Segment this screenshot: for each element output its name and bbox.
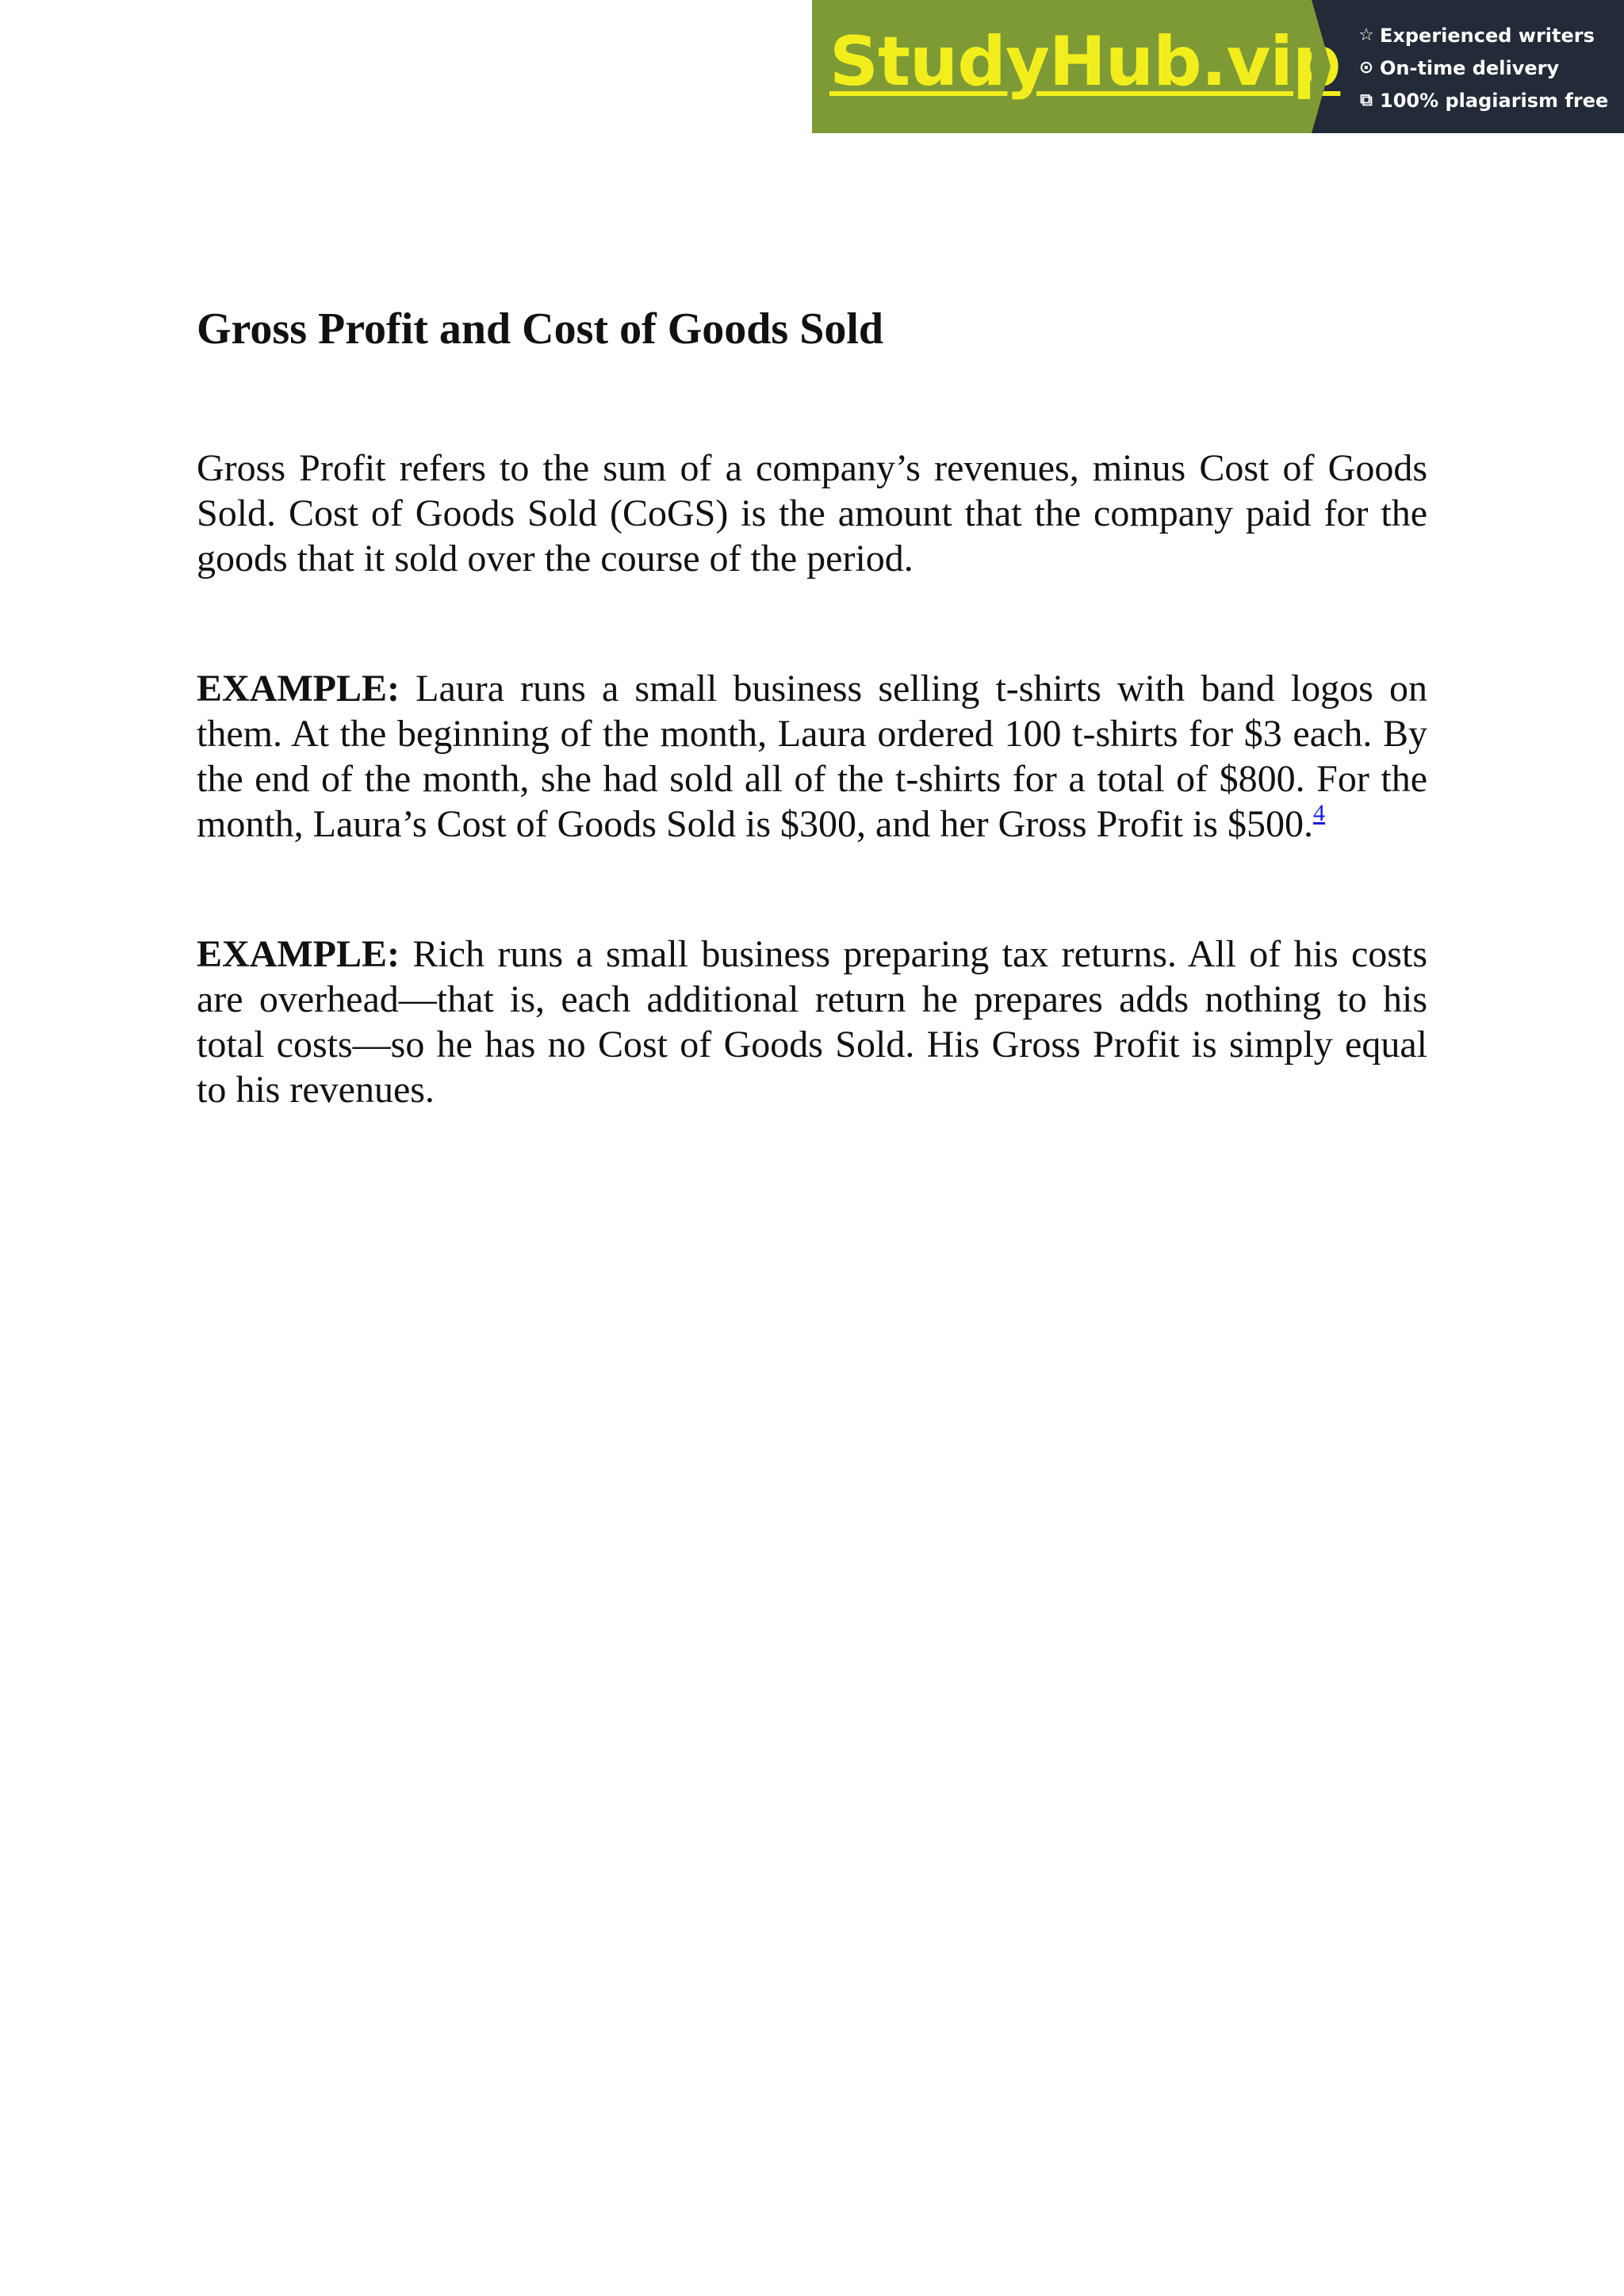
studyhub-banner[interactable]: [812, 0, 1624, 133]
copy-icon: ⧉: [1360, 90, 1373, 110]
banner-arrow-shape: [1312, 0, 1331, 133]
paragraph-example-laura: [197, 666, 1427, 847]
example-laura-text: Laura runs a small business selling t-shirts with band logos on them. At the beginning of the month, Laura ordered 100 t-shirts for $3 each. By the end of the month, she had sold all of the t-shirts for a total of $800. For the month, Laura’s Cost of Goods Sold is $300, and her Gross Profit is $500.: [197, 668, 1427, 845]
footnote-link[interactable]: 4: [1312, 800, 1325, 826]
example-label: EXAMPLE:: [197, 933, 400, 975]
clock-icon: ⊙: [1358, 58, 1374, 78]
paragraph-definition: Gross Profit refers to the sum of a company’s revenues, minus Cost of Goods Sold. Cost of Goods Sold (CoGS) is the amount that the company paid for the goods that it sold over the course of the period.: [197, 447, 1427, 580]
feature-experienced-writers: [1358, 19, 1624, 52]
section-heading: Gross Profit and Cost of Goods Sold: [197, 304, 884, 354]
document-body: [197, 301, 1427, 1112]
studyhub-logo[interactable]: [812, 0, 1341, 133]
paragraph-example-rich: [197, 932, 1427, 1112]
feature-label: 100% plagiarism free: [1380, 89, 1609, 112]
example-label: EXAMPLE:: [197, 668, 400, 710]
studyhub-logo-text: StudyHub.vip: [829, 22, 1341, 101]
feature-on-time-delivery: [1358, 52, 1624, 84]
banner-features: [1312, 0, 1624, 133]
feature-label: On-time delivery: [1380, 56, 1560, 79]
feature-label: Experienced writers: [1380, 24, 1595, 47]
star-icon: ☆: [1358, 25, 1374, 45]
feature-plagiarism-free: [1358, 84, 1624, 117]
example-rich-text: Rich runs a small business preparing tax returns. All of his costs are overhead—that is, each additional return he prepares adds nothing to his total costs—so he has no Cost of Goods Sold. His Gross Profit is simply equal to his revenues.: [197, 933, 1427, 1111]
